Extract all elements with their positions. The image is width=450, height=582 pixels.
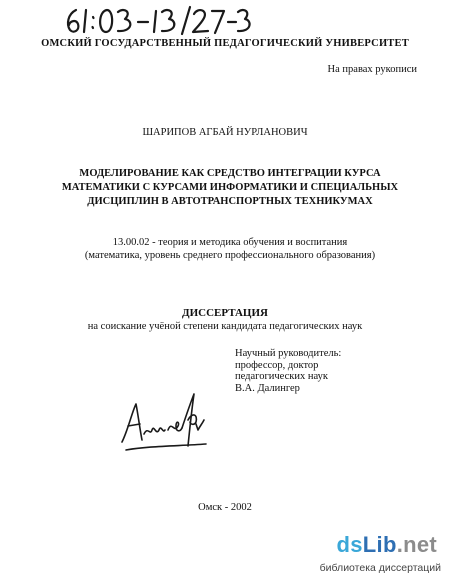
dissertation-heading: ДИССЕРТАЦИЯ: [182, 307, 268, 319]
advisor-field: педагогических наук: [235, 371, 328, 382]
title-line: ДИСЦИПЛИН В АВТОТРАНСПОРТНЫХ ТЕХНИКУМАХ: [87, 196, 373, 207]
specialty-code-line: 13.00.02 - теория и методика обучения и воспитания: [112, 237, 348, 248]
logo-ds: ds: [336, 532, 363, 557]
dslib-watermark: [319, 532, 447, 580]
logo-net: .net: [396, 532, 437, 557]
advisor-name: В.А. Далингер: [235, 382, 300, 394]
university-name: ОМСКИЙ ГОСУДАРСТВЕННЫЙ ПЕДАГОГИЧЕСКИЙ УНИВЕРСИТЕТ: [41, 38, 409, 49]
specialty: [40, 236, 420, 262]
advisor-title: профессор, доктор: [235, 359, 319, 371]
dissertation-subheading: на соискание учёной степени кандидата педагогических наук: [87, 321, 363, 332]
rights-note: На правах рукописи: [327, 64, 417, 75]
dslib-logo: [337, 532, 437, 558]
handwritten-signature: [118, 390, 210, 460]
handwritten-archive-code: [62, 4, 252, 36]
scientific-advisor: [235, 348, 341, 394]
title-line: МАТЕМАТИКИ С КУРСАМИ ИНФОРМАТИКИ И СПЕЦИАЛЬНЫХ: [61, 182, 399, 193]
city-year: Омск - 2002: [198, 502, 252, 513]
specialty-detail-line: (математика, уровень среднего профессионального образования): [84, 250, 376, 261]
title-line: МОДЕЛИРОВАНИЕ КАК СРЕДСТВО ИНТЕГРАЦИИ КУРСА: [79, 168, 381, 179]
advisor-label: Научный руководитель:: [235, 348, 342, 359]
logo-lib: Lib: [362, 532, 397, 557]
author-name: ШАРИПОВ АГБАЙ НУРЛАНОВИЧ: [142, 127, 308, 138]
dissertation-title: [40, 167, 420, 209]
watermark-caption: библиотека диссертаций: [319, 562, 441, 574]
